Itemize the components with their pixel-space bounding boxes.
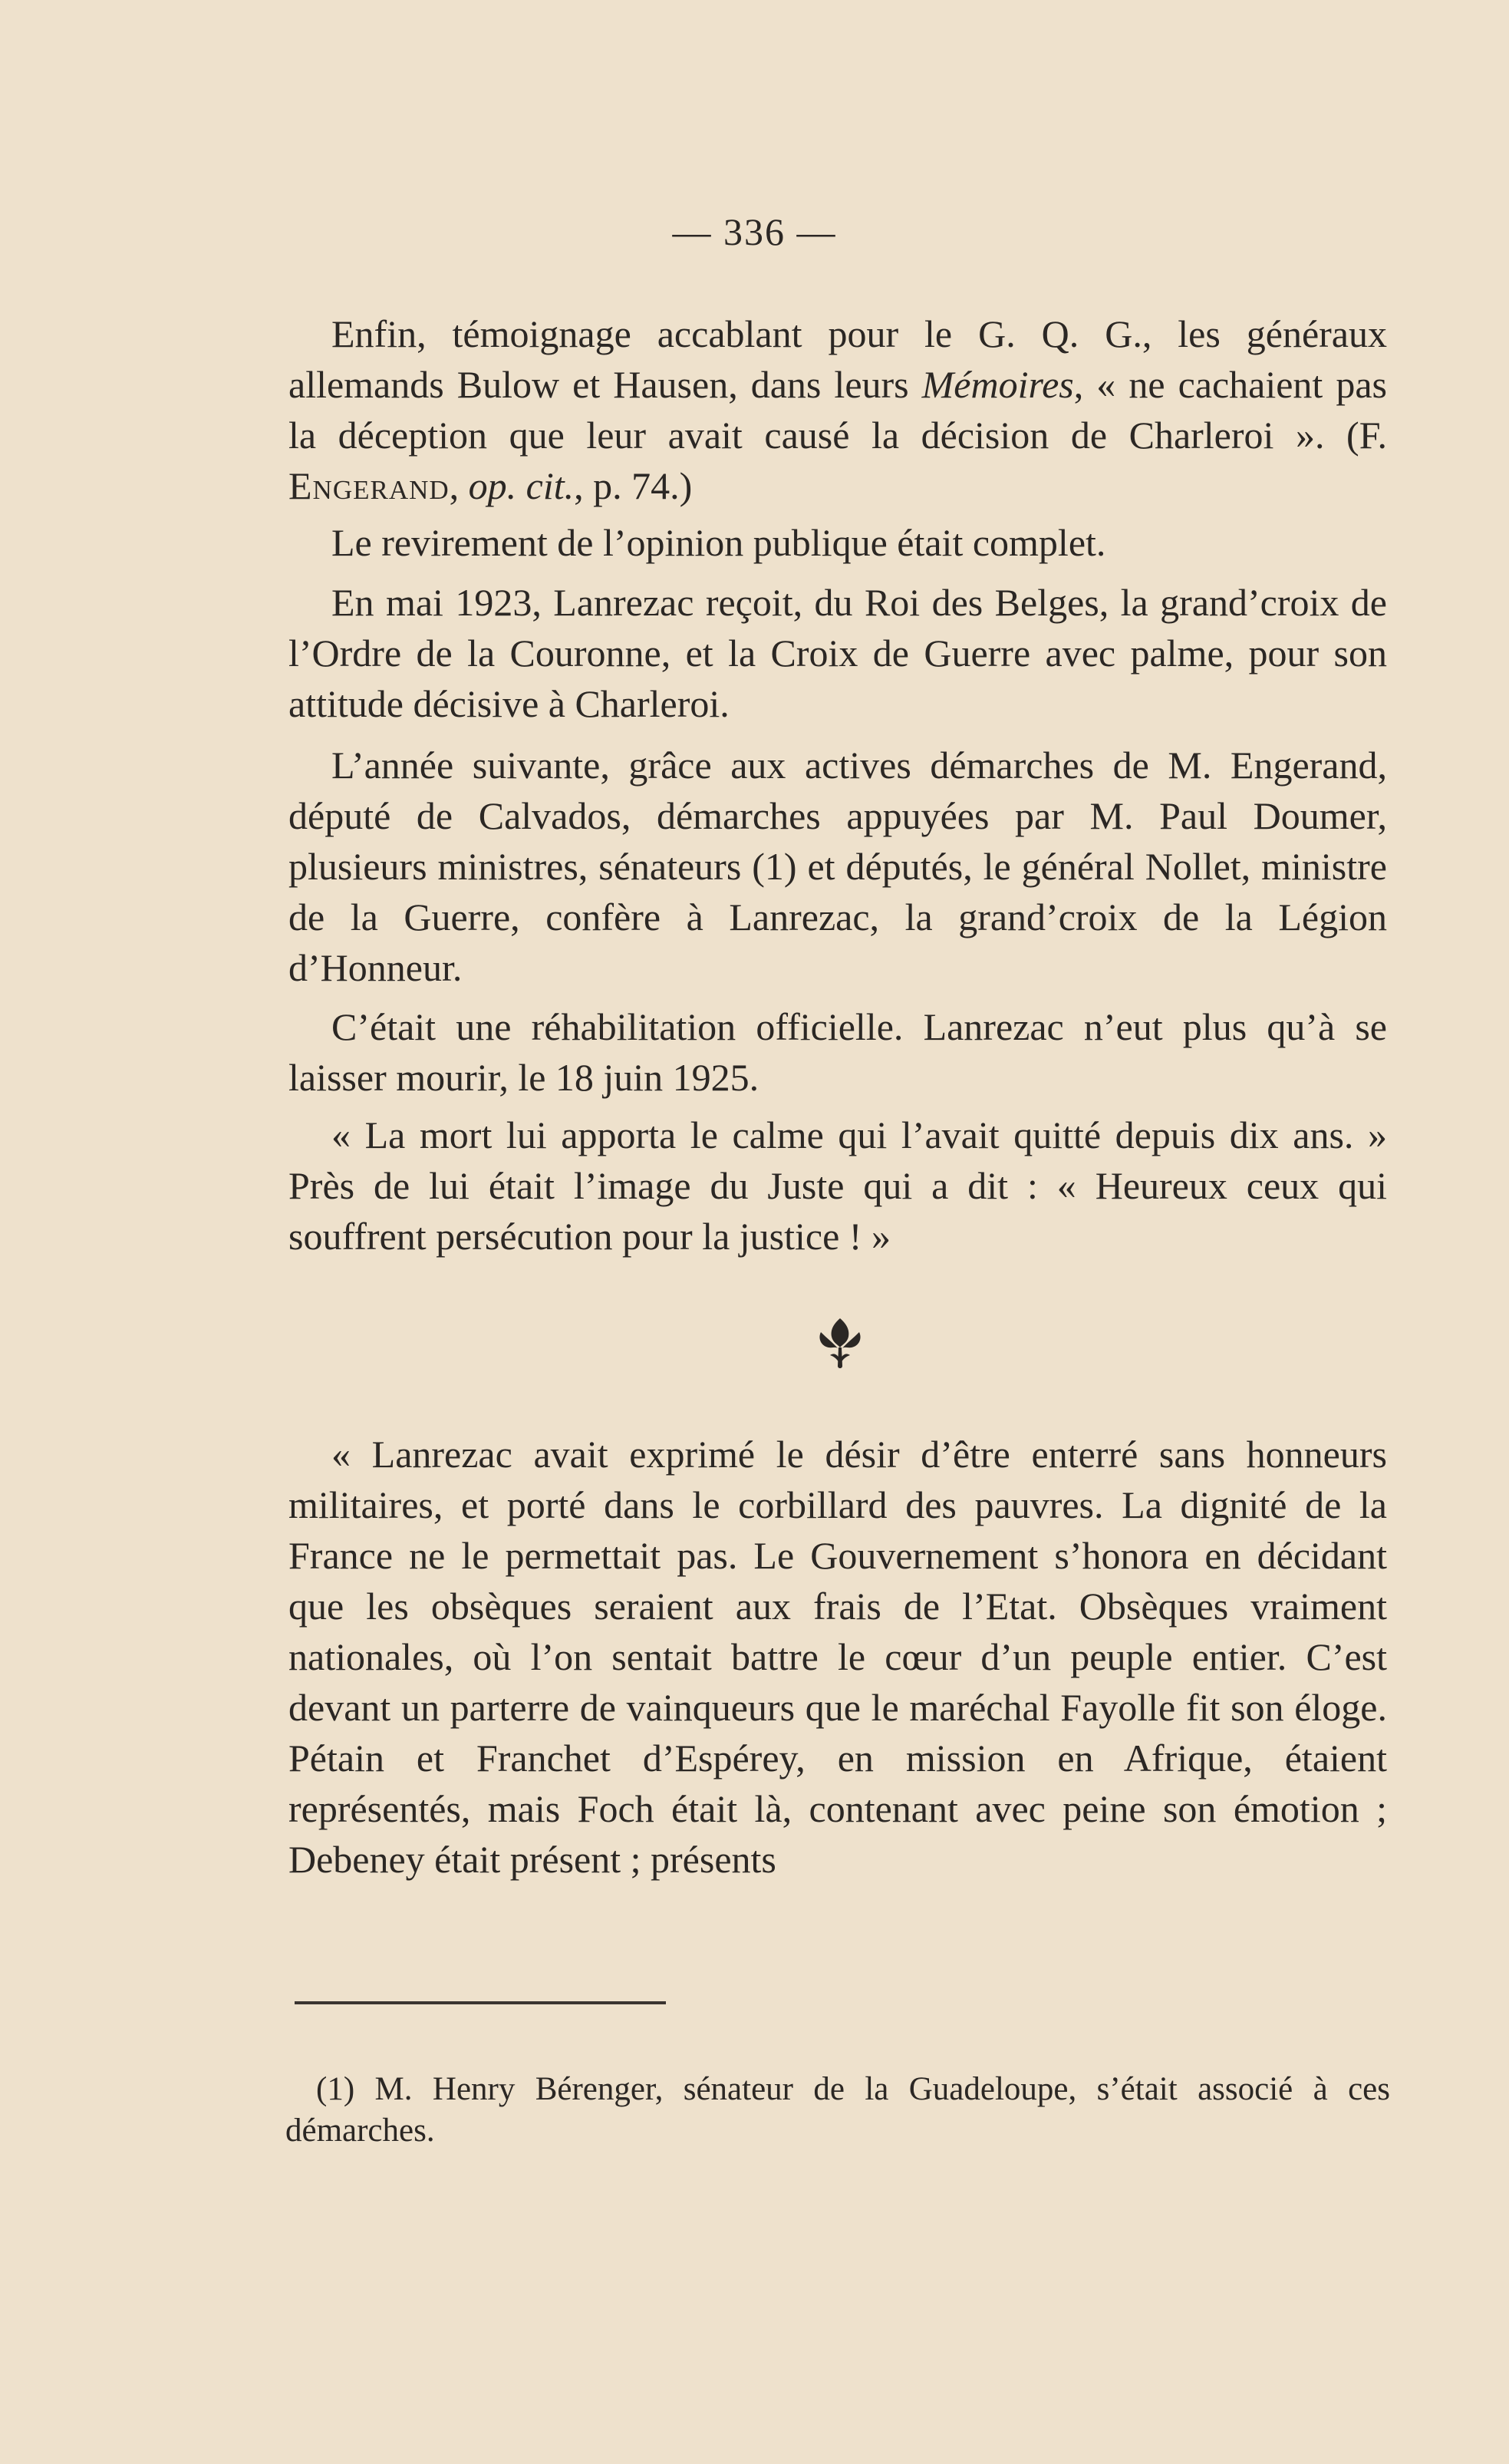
paragraph-public-opinion: Le revirement de l’opinion publique était complet.: [331, 521, 1106, 564]
fleuron-icon: [813, 1312, 867, 1374]
paragraph-generals-memoirs: [288, 308, 1387, 511]
footnote-divider: [295, 2001, 666, 2004]
paragraph-rehabilitation: C’était une réhabilitation officielle. Lanrezac n’eut plus qu’à se laisser mourir, le 18 juin 1925.: [288, 1005, 1387, 1099]
paragraph-death: « La mort lui apporta le calme qui l’avait quitté depuis dix ans. » Près de lui était l’image du Juste qui a dit : « Heureux ceux qui souffrent persécution pour la justice ! »: [288, 1113, 1387, 1258]
paragraph-text: , p. 74.): [574, 464, 693, 507]
paragraph-legion-honneur: L’année suivante, grâce aux actives démarches de M. Engerand, député de Calvados, démarches appuyées par M. Paul Doumer, plusieurs ministres, sénateurs (1) et députés, le général Nollet, ministre de la Guerre, confère à Lanrezac, la grand’croix de la Légion d’Honneur.: [288, 744, 1387, 989]
paragraph-text: ,: [449, 464, 469, 507]
footnote: (1) M. Henry Bérenger, sénateur de la Guadeloupe, s’était associé à ces démarches.: [285, 2071, 1390, 2149]
book-title-memoires: Mémoires: [921, 363, 1074, 406]
paragraph-text: Enfin, témoignage accablant pour le G. Q. G., les généraux allemands Bulow et Hausen, dans leurs: [288, 312, 1387, 406]
citation-op-cit: op. cit.: [468, 464, 575, 507]
cited-author: Engerand: [288, 464, 450, 507]
page-number: — 336 —: [672, 210, 837, 253]
paragraph-funeral: « Lanrezac avait exprimé le désir d’être enterré sans honneurs militaires, et porté dans le corbillard des pauvres. La dignité de la France ne le permettait pas. Le Gouvernement s’honora en décidant que les obsèques seraient aux frais de l’Etat. Obsèques vraiment nationales, où l’on sentait battre le cœur d’un peuple entier. C’est devant un parterre de vainqueurs que le maréchal Fayolle fit son éloge. Pétain et Franchet d’Espérey, en mission en Afrique, étaient représentés, mais Foch était là, contenant avec peine son émotion ; Debeney était présent ; présents: [288, 1433, 1387, 1881]
paragraph-belgian-honour: En mai 1923, Lanrezac reçoit, du Roi des Belges, la grand’croix de l’Ordre de la Couronne, et la Croix de Guerre avec palme, pour son attitude décisive à Charleroi.: [288, 581, 1387, 725]
paragraph-text: , « ne cachaient pas la déception que leur avait causé la décision de Charleroi ». (F.: [288, 363, 1387, 457]
